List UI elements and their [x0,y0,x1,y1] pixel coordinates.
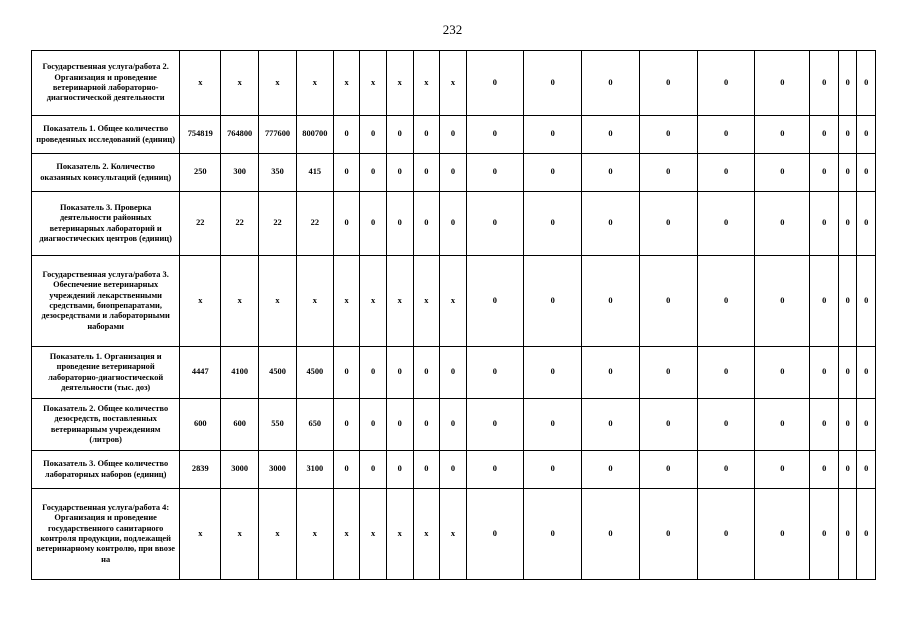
table-cell: 0 [810,116,839,154]
table-cell: x [386,489,413,580]
table-cell: 0 [413,192,440,256]
table-cell: 0 [440,192,467,256]
budget-indicators-table [31,50,876,580]
table-row [32,51,876,116]
row-label: Показатель 2. Количество оказанных консультаций (единиц) [32,154,180,192]
table-cell: 0 [857,347,876,399]
table-cell: 0 [857,116,876,154]
table-cell: 0 [582,451,639,489]
table-cell: 0 [386,154,413,192]
table-cell: 0 [582,51,639,116]
table-cell: 0 [440,399,467,451]
table-cell: 0 [839,451,857,489]
table-cell: 0 [639,192,697,256]
table-cell: 0 [639,154,697,192]
table-cell: 0 [333,451,360,489]
table-cell: 0 [857,489,876,580]
row-label: Показатель 1. Общее количество проведенных исследований (единиц) [32,116,180,154]
table-cell: 2839 [180,451,221,489]
table-cell: 0 [466,399,523,451]
table-cell: x [259,489,297,580]
table-cell: x [221,489,259,580]
table-cell: 4500 [259,347,297,399]
table-cell: 0 [582,347,639,399]
table-row [32,116,876,154]
table-cell: 4100 [221,347,259,399]
row-label: Показатель 3. Общее количество лабораторных наборов (единиц) [32,451,180,489]
table-cell: x [440,489,467,580]
table-cell: 0 [639,116,697,154]
table-cell: x [333,489,360,580]
table-cell: 0 [333,154,360,192]
table-row [32,489,876,580]
table-cell: 0 [360,451,387,489]
table-cell: x [413,256,440,347]
row-label: Государственная услуга/работа 2. Организация и проведение ветеринарной лабораторно-диагностической деятельности [32,51,180,116]
table-row [32,192,876,256]
table-cell: 0 [466,51,523,116]
table-cell: 0 [697,347,754,399]
table-cell: 0 [413,347,440,399]
table-cell: 0 [857,451,876,489]
table-cell: 0 [639,347,697,399]
table-cell: 0 [697,489,754,580]
table-row [32,256,876,347]
row-label: Показатель 3. Проверка деятельности районных ветеринарных лабораторий и диагностических центров (единиц) [32,192,180,256]
table-cell: 0 [524,347,582,399]
table-cell: 0 [810,256,839,347]
table-cell: 0 [639,256,697,347]
table-cell: 300 [221,154,259,192]
table-cell: 0 [810,489,839,580]
table-cell: x [360,51,387,116]
table-cell: x [180,489,221,580]
table-cell: 0 [333,399,360,451]
table-cell: 0 [810,451,839,489]
table-cell: 0 [333,192,360,256]
table-cell: 0 [582,256,639,347]
table-cell: 0 [755,116,810,154]
table-cell: 0 [839,347,857,399]
table-cell: 22 [180,192,221,256]
table-cell: 0 [386,451,413,489]
table-cell: 0 [755,489,810,580]
table-cell: 0 [413,451,440,489]
table-cell: x [333,51,360,116]
table-cell: 0 [524,116,582,154]
table-row [32,154,876,192]
table-cell: 0 [360,154,387,192]
table-cell: 0 [582,154,639,192]
table-cell: 0 [386,116,413,154]
table-cell: 0 [413,154,440,192]
table-cell: 0 [360,192,387,256]
table-cell: 0 [413,116,440,154]
table-cell: 0 [360,116,387,154]
table-cell: 0 [839,154,857,192]
table-row [32,451,876,489]
table-cell: 0 [857,399,876,451]
table-cell: x [180,256,221,347]
table-cell: 0 [466,154,523,192]
table-cell: 0 [639,451,697,489]
row-label: Показатель 1. Организация и проведение ветеринарной лабораторно-диагностической деятельности (тыс. доз) [32,347,180,399]
table-cell: 0 [839,116,857,154]
table-cell: x [296,256,333,347]
table-cell: 0 [440,116,467,154]
table-row [32,399,876,451]
table-cell: 0 [466,347,523,399]
table-cell: 3000 [259,451,297,489]
table-cell: 0 [333,347,360,399]
table-cell: 22 [221,192,259,256]
table-cell: 0 [440,347,467,399]
table-cell: 0 [582,116,639,154]
table-cell: 0 [810,192,839,256]
table-cell: 0 [857,256,876,347]
table-cell: x [413,51,440,116]
table-cell: x [221,256,259,347]
table-cell: 0 [639,399,697,451]
table-cell: x [259,51,297,116]
table-cell: 0 [755,347,810,399]
table-cell: 0 [524,192,582,256]
table-cell: 415 [296,154,333,192]
row-label: Государственная услуга/работа 4: Организация и проведение государственного санитарного контроля продукции, подлежащей ветеринарному контролю, при ввозе на [32,489,180,580]
table-cell: 0 [755,399,810,451]
table-cell: 0 [386,399,413,451]
table-cell: 600 [180,399,221,451]
table-cell: 0 [697,116,754,154]
table-cell: 777600 [259,116,297,154]
table-cell: x [440,256,467,347]
table-cell: x [296,51,333,116]
table-cell: x [386,51,413,116]
table-cell: 754819 [180,116,221,154]
table-cell: 0 [697,451,754,489]
table-cell: 4447 [180,347,221,399]
table-cell: 0 [386,347,413,399]
table-cell: 0 [839,192,857,256]
table-cell: 0 [697,51,754,116]
table-cell: 0 [466,192,523,256]
table-cell: x [221,51,259,116]
table-cell: 0 [413,399,440,451]
table-cell: 0 [810,347,839,399]
table-cell: 0 [524,154,582,192]
table-cell: 0 [810,154,839,192]
table-cell: 0 [839,489,857,580]
table-cell: 22 [259,192,297,256]
table-cell: 0 [582,192,639,256]
table-cell: x [296,489,333,580]
table-cell: 0 [755,154,810,192]
table-cell: 250 [180,154,221,192]
table-cell: 350 [259,154,297,192]
table-cell: 0 [466,489,523,580]
table-cell: x [440,51,467,116]
table-cell: 3000 [221,451,259,489]
table-cell: 0 [755,451,810,489]
table-cell: 0 [524,451,582,489]
table-cell: 22 [296,192,333,256]
table-cell: 0 [857,154,876,192]
table-cell: 0 [857,51,876,116]
table-cell: 0 [697,154,754,192]
table-cell: 0 [697,399,754,451]
table-cell: x [333,256,360,347]
table-cell: 0 [582,489,639,580]
table-cell: x [360,256,387,347]
table-cell: 764800 [221,116,259,154]
table-cell: 0 [386,192,413,256]
table-cell: 0 [755,192,810,256]
table-cell: 0 [524,256,582,347]
table-cell: 650 [296,399,333,451]
row-label: Показатель 2. Общее количество дезосредств, поставленных ветеринарным учреждениям (литров) [32,399,180,451]
table-cell: 0 [524,399,582,451]
row-label: Государственная услуга/работа 3. Обеспечение ветеринарных учреждений лекарственными средствами, биопрепаратами, дезосредствами и лабораторными наборами [32,256,180,347]
table-cell: x [360,489,387,580]
table-cell: x [413,489,440,580]
table-cell: 0 [466,451,523,489]
table-cell: 0 [639,489,697,580]
table-cell: 800700 [296,116,333,154]
table-cell: 0 [360,399,387,451]
table-cell: 0 [839,256,857,347]
table-cell: 0 [697,192,754,256]
table-cell: 0 [857,192,876,256]
table-cell: x [259,256,297,347]
table-row [32,347,876,399]
table-cell: 0 [639,51,697,116]
table-cell: x [386,256,413,347]
table-cell: 0 [360,347,387,399]
table-cell: 0 [333,116,360,154]
table-cell: 0 [810,51,839,116]
table-cell: 0 [466,256,523,347]
table-cell: 0 [755,51,810,116]
page-number: 232 [442,22,463,37]
table-cell: 0 [697,256,754,347]
table-cell: 0 [524,489,582,580]
table-cell: 4500 [296,347,333,399]
table-cell: 600 [221,399,259,451]
table-cell: 0 [839,51,857,116]
table-cell: 0 [524,51,582,116]
table-cell: 0 [839,399,857,451]
table-cell: 0 [755,256,810,347]
table-cell: 0 [440,451,467,489]
table-cell: 0 [440,154,467,192]
table-cell: 3100 [296,451,333,489]
table-cell: 0 [582,399,639,451]
table-cell: 550 [259,399,297,451]
table-cell: 0 [466,116,523,154]
table-cell: 0 [810,399,839,451]
table-cell: x [180,51,221,116]
